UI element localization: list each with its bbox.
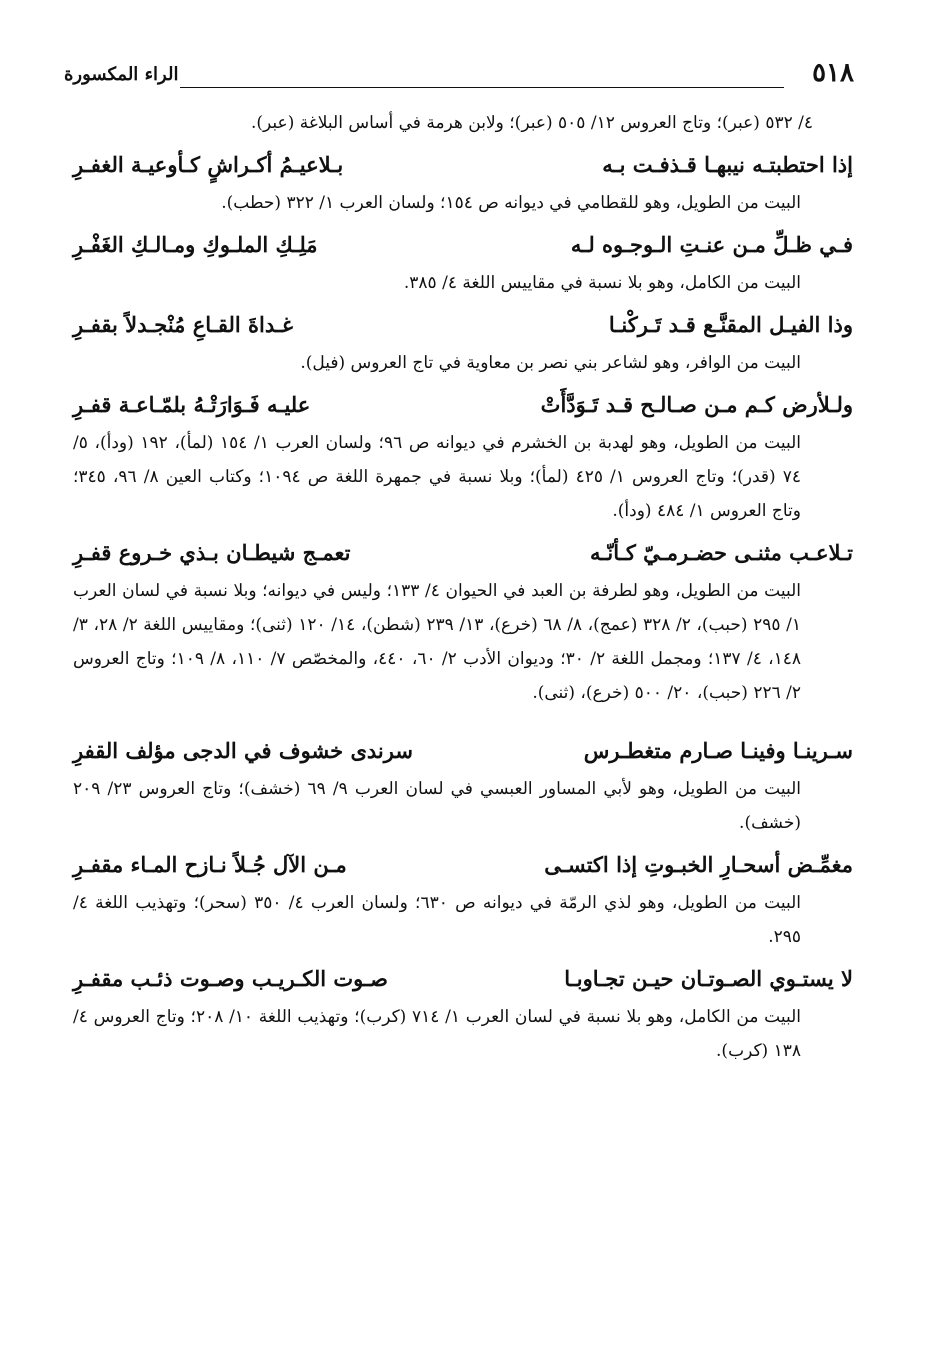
running-head: الراء المكسورة	[64, 64, 179, 85]
spacer	[73, 716, 853, 726]
verse-entry	[73, 310, 853, 380]
page-content	[73, 106, 853, 1074]
verse-line	[73, 964, 853, 994]
verse-note: البيت من الوافر، وهو لشاعر بني نصر بن معاوية في تاج العروس (فيل).	[300, 353, 801, 373]
verse-note: البيت من الطويل، وهو لأبي المساور العبسي في لسان العرب ٩/ ٦٩ (خشف)؛ وتاج العروس ٢٣/ ٢٠٩ (خشف).	[73, 779, 801, 833]
verse-line	[73, 150, 853, 180]
verse-note: البيت من الطويل، وهو لهدبة بن الخشرم في ديوانه ص ٩٦؛ ولسان العرب ١/ ١٥٤ (لمأ)، ١٩٢ (ودأ)، ٥/ ٧٤ (قدر)؛ وتاج العروس ١/ ٤٢٥ (لمأ)؛ وبلا نسبة في جمهرة اللغة ص ١٠٩٤؛ وكتاب العين ٨/ ٩٦، ٣٤٥؛ وتاج العروس ١/ ٤٨٤ (ودأ).	[73, 433, 802, 521]
verse-note: البيت من الطويل، وهو للقطامي في ديوانه ص ١٥٤؛ ولسان العرب ١/ ٣٢٢ (حطب).	[221, 193, 801, 213]
page-header	[64, 56, 854, 92]
verse-entry	[73, 150, 853, 220]
verse-line	[73, 230, 853, 260]
verse-second-hemistich: مَلِـكِ الملـوكِ ومـالـكِ الغَفْـرِ	[73, 232, 318, 257]
verse-entry	[73, 850, 853, 954]
verse-first-hemistich: وذا الفيـل المقنَّـع قـد تَـركْنـا	[608, 312, 853, 337]
verse-second-hemistich: عليـه فَـوَارَتْـهُ بلمّـاعـة قفـرِ	[73, 392, 311, 417]
verse-second-hemistich: تعمـج شيطـان بـذي خـروع قفـرِ	[73, 540, 351, 565]
verse-second-hemistich: سرندى خشوف في الدجى مؤلف القفرِ	[73, 738, 413, 763]
verse-second-hemistich: مـن الآل جُـلاً نـازح المـاء مقفـرِ	[73, 852, 347, 877]
verse-line	[73, 390, 853, 420]
verse-first-hemistich: فـي ظـلِّ مـن عنـتِ الـوجـوه لـه	[570, 232, 853, 257]
verse-entry	[73, 230, 853, 300]
verse-first-hemistich: تـلاعـب مثنـى حضـرمـيّ كـأنّـه	[590, 540, 853, 565]
intro-note: ٤/ ٥٣٢ (عبر)؛ وتاج العروس ١٢/ ٥٠٥ (عبر)؛ ولابن هرمة في أساس البلاغة (عبر).	[251, 113, 813, 133]
header-rule	[180, 87, 784, 88]
verse-first-hemistich: مغمِّـض أسحـارِ الخبـوتِ إذا اكتسـى	[544, 852, 853, 877]
verse-note: البيت من الكامل، وهو بلا نسبة في لسان العرب ١/ ٧١٤ (كرب)؛ وتهذيب اللغة ١٠/ ٢٠٨؛ وتاج العروس ٤/ ١٣٨ (كرب).	[73, 1007, 801, 1061]
verse-note: البيت من الطويل، وهو لذي الرمّة في ديوانه ص ٦٣٠؛ ولسان العرب ٤/ ٣٥٠ (سحر)؛ وتهذيب اللغة ٤/ ٢٩٥.	[73, 893, 801, 947]
verse-line	[73, 850, 853, 880]
verse-first-hemistich: إذا احتطبتـه نيبهـا قـذفـت بـه	[602, 152, 853, 177]
verse-entry	[73, 964, 853, 1068]
verse-entry	[73, 736, 853, 840]
verse-note: البيت من الكامل، وهو بلا نسبة في مقاييس اللغة ٤/ ٣٨٥.	[403, 273, 801, 293]
verse-line	[73, 538, 853, 568]
verse-second-hemistich: غـداةَ القـاعِ مُنْجـدلاً بقفـرِ	[73, 312, 293, 337]
verse-first-hemistich: لا يستـوي الصـوتـان حيـن تجـاوبـا	[564, 966, 853, 991]
verse-note: البيت من الطويل، وهو لطرفة بن العبد في الحيوان ٤/ ١٣٣؛ وليس في ديوانه؛ وبلا نسبة في لسان العرب ١/ ٢٩٥ (حبب)، ٢/ ٣٢٨ (عمج)، ٨/ ٦٨ (خرع)، ١٣/ ٢٣٩ (شطن)، ١٤/ ١٢٠ (ثنى)؛ ومقاييس اللغة ٢/ ٢٨، ٣/ ١٤٨، ٤/ ١٣٧؛ ومجمل اللغة ٢/ ٣٠؛ وديوان الأدب ٢/ ٦٠، ٤٤٠، والمخصّص ٧/ ١١٠، ٨/ ١٠٩؛ وتاج العروس ٢/ ٢٢٦ (حبب)، ٢٠/ ٥٠٠ (خرع)، (ثنى).	[73, 581, 802, 703]
verse-second-hemistich: صـوت الكـريـب وصـوت ذئـب مقفـرِ	[73, 966, 388, 991]
verse-first-hemistich: ولـلأرض كـم مـن صـالـح قـد تَـوَدَّأَتْ	[540, 392, 853, 417]
page-number: ٥١٨	[812, 58, 854, 88]
verse-entry	[73, 538, 853, 710]
verse-line	[73, 310, 853, 340]
verse-first-hemistich: سـرينـا وفينـا صـارم متغطـرس	[583, 738, 853, 763]
verse-second-hemistich: بـلاعيـمُ أكـراشٍ كـأوعيـة الغفـرِ	[73, 152, 344, 177]
verse-entry	[73, 390, 853, 528]
verse-line	[73, 736, 853, 766]
